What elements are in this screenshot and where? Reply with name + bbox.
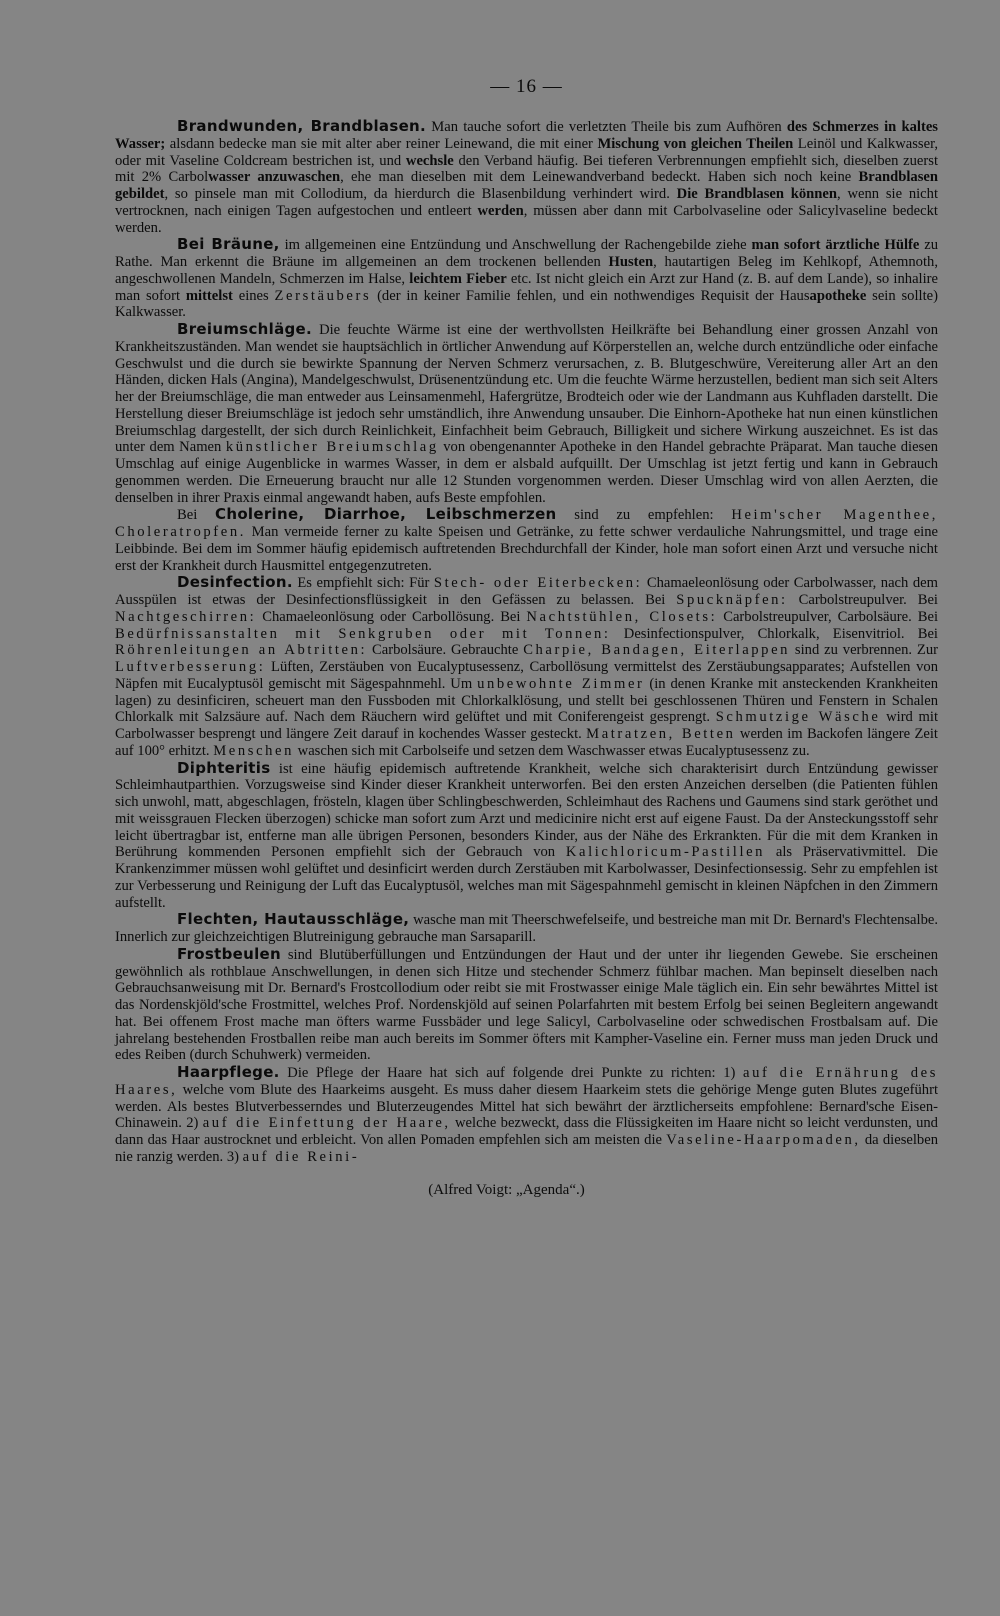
spaced-text: Heim'scher Magenthee, Choleratropfen.: [115, 507, 938, 540]
body-text: Desinfectionspulver, Chlorkalk, Eisenvitriol. Bei: [610, 625, 938, 642]
heading-frostbeulen: Frostbeulen: [177, 944, 281, 963]
body-text: (in denen Kranke mit ansteckenden Krankheiten lagen) zu desinficiren, scheuert man den Fussboden mit Chlorkalklösung, und stellt bei geschlossenen Thüren und Fenstern in Schalen Chlorkalk mit Salzsäure auf. Nach dem Räuchern wird gelüftet und mit Coniferengeist gesprengt.: [115, 675, 938, 726]
body-text: , hautartigen Beleg im Kehlkopf, Athemnoth, angeschwollenen Mandeln, Schmerzen im Halse,: [115, 254, 938, 287]
body-text: alsdann bedecke man sie mit alter aber reiner Leinewand, die mit einer: [165, 135, 598, 152]
spaced-text: auf die Einfettung der Haare,: [202, 1115, 451, 1132]
body-text: sind zu verbrennen. Zur: [790, 642, 939, 659]
heading-brandwunden: Brandwunden, Brandblasen.: [177, 117, 427, 135]
body-text: Chamaeleonlösung oder Carbollösung. Bei: [256, 608, 527, 625]
body-text: den Verband häufig. Bei tieferen Verbrennungen empfiehlt sich, dieselben zuerst mit 2% Carbol: [115, 152, 938, 186]
body-text: von obengenannter Apotheke in den Handel gebrachte Präparat. Man tauche diesen Umschlag auf einige Augenblicke in warmes Wasser, in dem er alsbald aufquillt. Der Umschlag ist jetzt fertig und kann in Gebrauch genommen werden. Die Erneuerung braucht nur alle 12 Stunden vorgenommen werden. Dieser Umschlag wird von allen Aerzten, die denselben in ihrer Praxis einmal angewandt haben, aufs Beste empfohlen.: [115, 439, 938, 506]
heading-braeune: Bei Bräune,: [177, 235, 280, 254]
body-text: , so pinsele man mit Collodium, da hierdurch die Blasenbildung verhindert wird.: [164, 186, 677, 202]
body-text: Man vermeide ferner zu kalte Speisen und Getränke, zu fette schwer verdauliche Nahrungsmittel, und trage eine Leibbinde. Bei dem im Sommer häufig epidemisch auftretenden Brechdurchfall der Kinder, hole man sofort einen Arzt und versuche nicht erst der Krankheit durch Hausmittel entgegenzutreten.: [115, 524, 938, 574]
section-flechten: [115, 911, 938, 946]
spaced-text: künstlicher Breiumschlag: [225, 439, 439, 456]
body-text: als Präservativmittel. Die Krankenzimmer müssen wohl gelüftet und desinficirt werden durch Zerstäuben mit Karbolwasser, Desinfectionsessig. Sehr zu empfehlen ist zur Verbesserung und Reinigung der Luft das Eucalyptusöl, welches man mit Sägespahnmehl gemischt in kleinen Näpfchen in den Zimmern aufstellt.: [115, 844, 938, 911]
section-frostbeulen: [115, 946, 938, 1064]
spaced-text: Stech- oder Eiterbecken:: [433, 575, 643, 592]
bold-text: leichtem Fieber: [409, 270, 507, 287]
spaced-text: Bedürfnissanstalten mit Senkgruben oder mit Tonnen:: [115, 625, 611, 642]
body-text: wasche man mit Theerschwefelseife, und bestreiche man mit Dr. Bernard's Flechtensalbe. Innerlich zur gleichzeichtigen Blutreinigung gebrauche man Sarsaparill.: [115, 912, 938, 945]
heading-haarpflege: Haarpflege.: [177, 1063, 280, 1081]
spaced-text: Charpie, Bandagen, Eiterlappen: [523, 642, 791, 659]
body-text: im allgemeinen eine Entzündung und Anschwellung der Rachengebilde ziehe: [279, 237, 752, 254]
bold-text: des Schmerzes in kaltes Wasser;: [115, 119, 938, 152]
bold-text: mittelst: [185, 287, 233, 304]
bold-text: apotheke: [809, 287, 867, 304]
section-haarpflege: [115, 1064, 938, 1166]
body-text: Die feuchte Wärme ist eine der werthvollsten Heilkräfte bei Behandlung einer grossen Anzahl von Krankheitszuständen. Man wendet sie hauptsächlich in örtlicher Anwendung auf Körperstellen an, welche durch entzündliche oder einfache Geschwulst und die durch sie bewirkte Spannung der Nerven Schmerz verursachen, z. B. Blutgeschwüre, Vereiterung aller Art an den Händen, dicken Hals (Angina), Mandelgeschwulst, Drüsenentzündung etc. Um die feuchte Wärme herzustellen, bedient man sich seit Alters her der Breiumschläge, die man entweder aus Leinsamenmehl, Hafergrütze, Brodteich oder wie der Landmann aus Kuhfladen darstellt. Die Herstellung dieser Breiumschläge ist jedoch sehr umständlich, ihre Anwendung unsauber. Die Einhorn-Apotheke hat nun einen künstlichen Breiumschlag dargestellt, der sich durch Reinlichkeit, Einfachheit beim Gebrauch, Billigkeit und sichere Wirkung auszeichnet. Es ist das unter dem Namen: [115, 322, 938, 456]
body-text: etc. Ist nicht gleich ein Arzt zur Hand (z. B. auf dem Lande), so inhalire man sofort: [115, 270, 938, 304]
body-text: sind zu empfehlen:: [556, 507, 732, 524]
body-text: , müssen aber dann mit Carbolvaseline oder Salicylvaseline bedeckt werden.: [115, 202, 938, 236]
body-text: Chamaeleonlösung oder Carbolwasser, nach dem Ausspülen ist etwas der Desinfectionsflüssigkeit in den Gefässen zu belassen. Bei: [115, 575, 938, 608]
body-text: Carbolstreupulver. Bei: [787, 592, 938, 608]
heading-flechten: Flechten, Hautausschläge,: [177, 910, 410, 929]
spaced-text: unbewohnte Zimmer: [477, 675, 645, 692]
body-text: Leinöl und Kalkwasser, oder mit Vaseline Coldcream bestrichen ist, und: [115, 135, 938, 169]
heading-cholerine: Cholerine, Diarrhoe, Leibschmerzen: [215, 505, 557, 524]
body-text: waschen sich mit Carbolseife und setzen dem Waschwasser etwas Eucalyptusessenz zu.: [294, 742, 810, 759]
bold-text: Die Brandblasen können: [676, 186, 838, 202]
body-text: Es empfiehlt sich: Für: [292, 575, 434, 592]
body-text: ist eine häufig epidemisch auftretende Krankheit, welche sich charakterisirt durch Entzündung gewisser Schleimhautparthien. Vorzugsweise sind Kinder dieser Krankheit unterworfen. Bei den ersten Anzeichen derselben (die Patienten fühlen sich unwohl, matt, abgeschlagen, frösteln, klagen über Schlingbeschwerden, Schleimhaut des Rachens und Gaumens sind stark geröthet und mit weissgrauen Flecken überzogen) schicke man sofort zum Arzt und medicinire nicht erst auf eigene Faust. Da der Ansteckungsstoff sehr leicht übertragbar ist, entferne man alle übrigen Personen, besonders Kinder, aus der Nähe des Erkrankten. Für die mit dem Kranken in Berührung kommenden Personen empfiehlt sich der Gebrauch von: [115, 760, 938, 861]
spaced-text: Menschen: [213, 742, 295, 759]
section-brandwunden: [115, 118, 938, 236]
bold-text: wechsle: [405, 152, 454, 169]
spaced-text: Matratzen, Betten: [586, 726, 736, 742]
section-desinfection: [115, 574, 938, 759]
bold-text: wasser anzuwaschen: [208, 169, 341, 186]
body-text: da dieselben nie ranzig werden. 3): [115, 1132, 938, 1165]
source-citation: (Alfred Voigt: „Agenda“.): [428, 1181, 585, 1198]
body-text: sein sollte) Kalkwasser.: [115, 287, 938, 321]
spaced-text: auf die Ernährung des Haares,: [115, 1065, 939, 1098]
body-text: Die Pflege der Haare hat sich auf folgende drei Punkte zu richten: 1): [279, 1065, 744, 1081]
body-text: Lüften, Zerstäuben von Eucalyptusessenz, Carbollösung vermittelst des Zerstäubungsapparates; Aufstellen von Näpfen mit Eucalyptusöl gemischt mit Sägespahnmehl. Um: [115, 659, 938, 692]
body-text: Man tauche sofort die verletzten Theile bis zum Aufhören: [426, 119, 787, 135]
body-text: eines: [232, 287, 275, 304]
body-text: welche bezweckt, dass die Flüssigkeiten im Haare nicht so leicht verdunsten, und dann das Haar austrocknet und erbleicht. Von allen Pomaden empfehlen sich am meisten die: [115, 1115, 938, 1148]
section-braeune: [115, 236, 938, 321]
body-text: , ehe man dieselben mit dem Leinewandverband bedeckt. Haben sich noch keine: [340, 169, 859, 186]
section-breiumschlaege: [115, 321, 938, 506]
bold-text: werden: [477, 202, 524, 219]
body-text: (der in keiner Familie fehlen, und ein nothwendiges Requisit der Haus: [371, 287, 810, 304]
spaced-text: Kalichloricum-Pastillen: [565, 844, 766, 861]
body-text: , wenn sie nicht vertrocknen, nach einigen Tagen aufgestochen und entleert: [115, 186, 939, 219]
body-text: Carbolstreupulver, Carbolsäure. Bei: [717, 608, 938, 625]
body-text: zu Rathe. Man erkennt die Bräune im allgemeinen an dem trockenen bellenden: [115, 237, 939, 270]
heading-breiumschlaege: Breiumschläge.: [177, 320, 313, 338]
body-text: sind Blutüberfüllungen und Entzündungen der Haut und der unter ihr liegenden Gewebe. Sie erscheinen gewöhnlich als rothblaue Anschwellungen, in denen sich Hitze und stechender Schmerz fühlbar machen. Man bepinselt dieselben nach Gebrauchsanweisung mit Dr. Bernard's Frostcollodium oder reibt sie mit Frostwasser einige Male täglich ein. Ein sehr bewährtes Mittel ist das Nordenskjöld'sche Frostmittel, welches Prof. Nordenskjöld auf seinen Polarfahrten mit bestem Erfolg bei seinen Begleitern angewandt hat. Bei offenem Frost mache man öfters warme Fussbäder und lege Salicyl, Carbolvaseline oder schwedischen Frostbalsam auf. Die jahrelang bestehenden Frostballen reibe man auch bereits im Sommer öfters mit Kampher-Vaseline ein. Ferner muss man jeden Druck und edes Reiben (durch Schuhwerk) vermeiden.: [115, 946, 938, 1064]
spaced-text: auf die Reini-: [242, 1148, 360, 1165]
spaced-text: Spucknäpfen:: [676, 592, 788, 608]
page-number: — 16 —: [490, 76, 563, 97]
body-text: Bei: [177, 507, 216, 524]
body-text: Carbolsäure. Gebrauchte: [367, 642, 524, 659]
bold-text: Brandblasen gebildet: [115, 169, 938, 202]
heading-desinfection: Desinfection.: [177, 573, 293, 592]
section-cholerine: [115, 506, 938, 574]
body-text: wird mit Carbolwasser besprengt und längere Zeit darauf in kochendes Wasser gesteckt.: [115, 709, 938, 742]
spaced-text: Nachtstühlen, Closets:: [526, 608, 718, 625]
section-diphteritis: [115, 760, 938, 912]
spaced-text: Nachtgeschirren:: [115, 608, 257, 625]
spaced-text: Vaseline-Haarpomaden,: [666, 1132, 861, 1148]
bold-text: man sofort ärztliche Hülfe: [751, 237, 920, 254]
spaced-text: Schmutzige Wäsche: [715, 709, 881, 726]
heading-diphteritis: Diphteritis: [177, 758, 271, 777]
spaced-text: Luftverbesserung:: [115, 659, 266, 675]
spaced-text: Zerstäubers: [274, 287, 372, 304]
bold-text: Husten: [608, 254, 654, 270]
body-text: welche vom Blute des Haarkeims ausgeht. Es muss daher diesem Haarkeim stets die gehörige Menge guten Blutes zugeführt werden. Als bestes Blutverbesserndes und Bluterzeugendes Mittel hat sich bewährt der ärztlicherseits empfohlene: Bernard'sche Eisen-Chinawein. 2): [115, 1081, 938, 1132]
spaced-text: Röhrenleitungen an Abtritten:: [115, 642, 368, 659]
body-text: werden im Backofen längere Zeit auf 100° erhitzt.: [115, 726, 938, 759]
bold-text: Mischung von gleichen Theilen: [597, 135, 794, 152]
